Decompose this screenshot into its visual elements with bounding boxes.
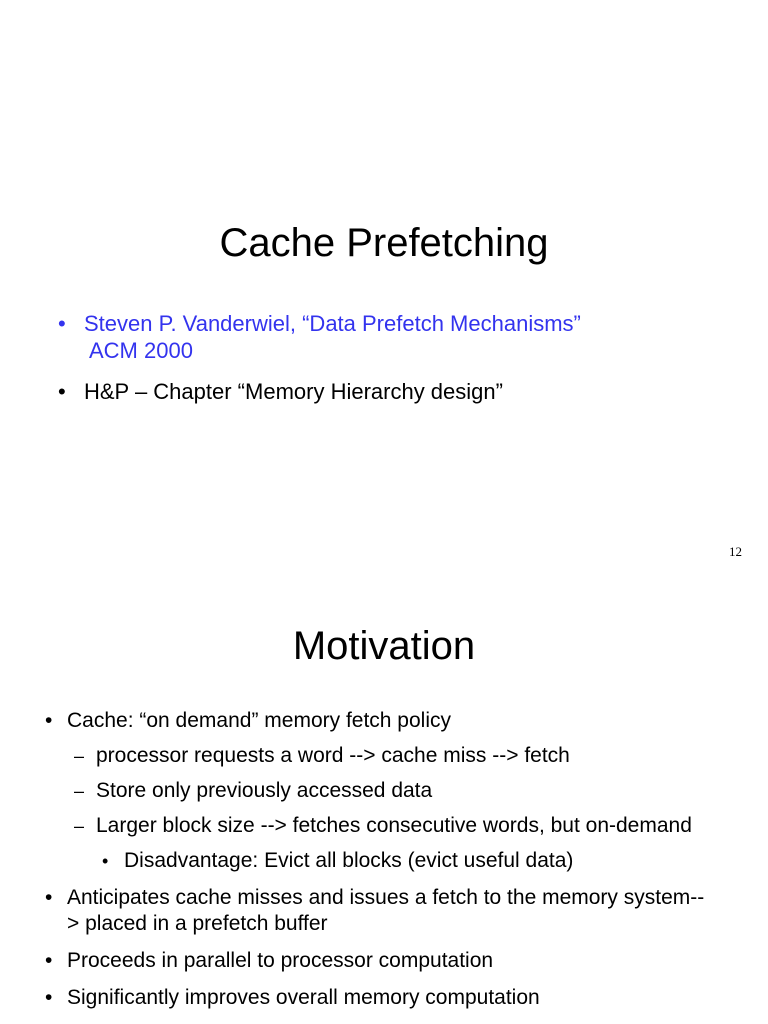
sub-bullet-text: Store only previously accessed data [96,779,433,802]
bullet-icon: • [45,709,53,732]
slide-motivation [0,574,768,1024]
bullet-list [58,310,724,405]
bullet-item [45,948,707,974]
reference-link-continuation[interactable]: ACM 2000 [89,338,193,363]
dash-icon: – [74,746,85,766]
bullet-item [45,985,707,1011]
sub-bullet-item [74,743,707,769]
sub-bullet-text: Larger block size --> fetches consecutive words, but on-demand [96,814,692,837]
sub-bullet-list [67,743,707,874]
reference-bullet[interactable] [58,310,724,364]
bullet-icon: • [58,311,66,336]
sub-bullet-item [74,778,707,804]
sub-sub-bullet-text: Disadvantage: Evict all blocks (evict useful data) [124,849,574,872]
sub-bullet-item [74,813,707,874]
slide-title: Cache Prefetching [219,221,549,265]
bullet-text: Anticipates cache misses and issues a fetch to the memory system--> placed in a prefetch buffer [67,886,705,935]
sub-sub-bullet-list [96,848,707,874]
sub-bullet-text: processor requests a word --> cache miss --> fetch [96,744,570,767]
bullet-text: Cache: “on demand” memory fetch policy [67,709,451,732]
dash-icon: – [74,816,85,836]
slide-title: Motivation [292,624,476,668]
bullet-icon: • [102,851,109,871]
bullet-text: Significantly improves overall memory computation [67,986,540,1009]
sub-sub-bullet-item [102,848,707,874]
bullet-icon: • [45,986,53,1009]
page-number: 12 [729,544,742,559]
bullet-icon: • [45,949,53,972]
bullet-icon: • [45,886,53,909]
reference-bullet [58,378,724,405]
dash-icon: – [74,781,85,801]
reference-link[interactable]: Steven P. Vanderwiel, “Data Prefetch Mechanisms” [84,311,581,336]
bullet-text: Proceeds in parallel to processor computation [67,949,494,972]
bullet-item [45,885,707,937]
bullet-list [45,708,707,1022]
bullet-item [45,708,707,874]
bullet-text: H&P – Chapter “Memory Hierarchy design” [84,379,503,404]
bullet-icon: • [58,379,66,404]
